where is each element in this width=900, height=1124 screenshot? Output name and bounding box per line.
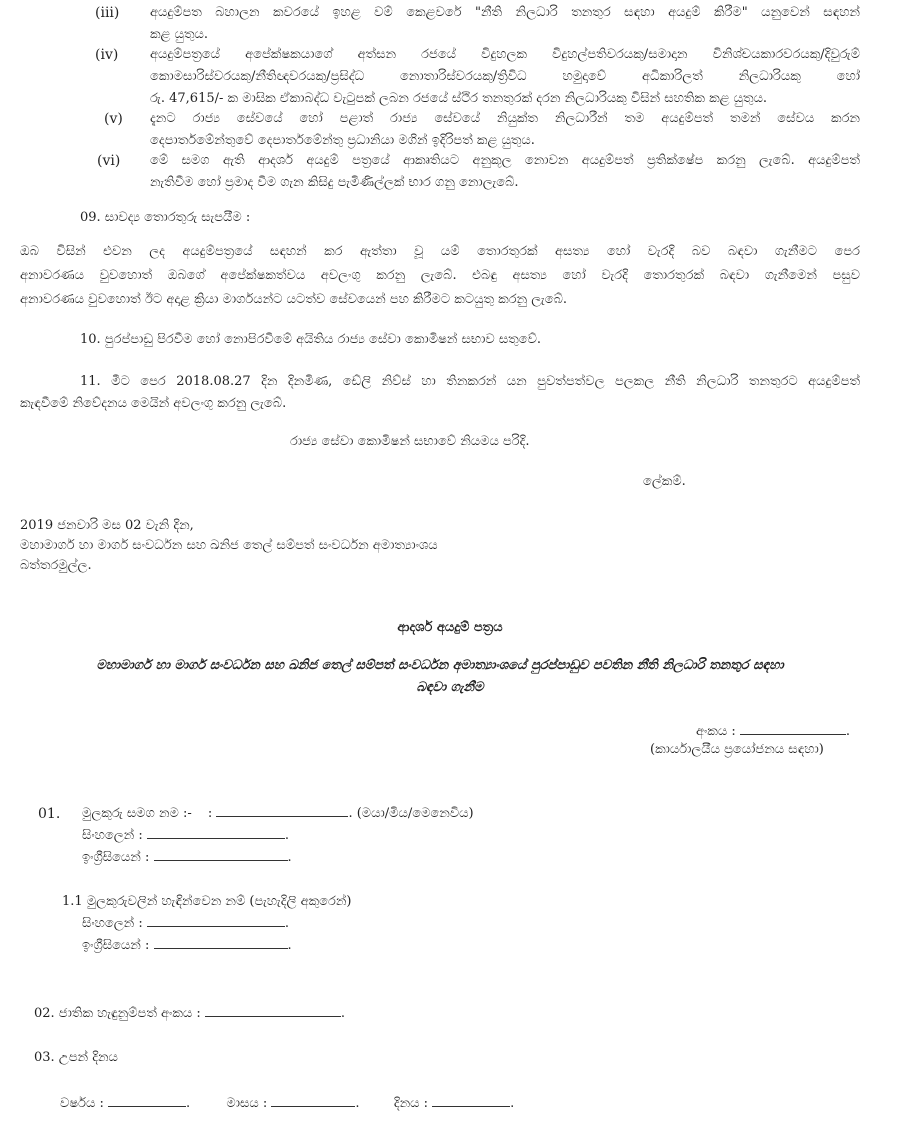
form-subtitle: බඳවා ගැනීම xyxy=(416,680,484,695)
name-with-initials-label: මුලකුරු සමග නම :- xyxy=(82,806,192,821)
year-field[interactable] xyxy=(108,1094,186,1107)
english-name-row: ඉංග්‍රීසියෙන් : . xyxy=(82,850,292,865)
month-label: මාසය : xyxy=(226,1096,268,1111)
section-09-paragraph: අනාවරණය වුවහොත් ඔබගේ අපේක්ෂකත්වය අවලංගු කරනු ලැබේ. එබඳු අසත්‍ය හෝ වැරදි තොරතුරක් බඳවා ගැනීමෙන් පසුව xyxy=(20,268,860,283)
sinhala-initials-row: සිංහලෙන් : . xyxy=(82,916,290,931)
english-initials-label: ඉංග්‍රීසියෙන් : xyxy=(82,938,150,953)
reference-number-label: අංකය : xyxy=(696,724,736,739)
condition-text: අයදුම්පත බහාලන කවරයේ ඉහළ වම් කෙළවරේ "නීති නිලධාරි තනතුර සඳහා අයදුම් කිරීම" යනුවෙන් සඳහන් xyxy=(150,5,860,20)
sinhala-initials-field[interactable] xyxy=(147,914,285,927)
condition-text: රු. 47,615/- ක මාසික ඒකාබද්ධ වැටුපක් ලබන රජයේ ස්ථිර තනතුරක් දරන නිලධාරියකු විසින් සහතික කළ යුතුය. xyxy=(150,91,768,106)
section-10: 10. පුරප්පාඩු පිරවීම හෝ නොපිරවීමේ අයිතිය රාජ්‍ය සේවා කොමිෂන් සභාව සතුවේ. xyxy=(80,332,542,347)
reference-number-field[interactable] xyxy=(740,722,846,735)
condition-text: මේ සමග ඇති ආදර්ශ අයදුම් පත්‍රයේ ආකෘතියට අනුකූල නොවන අයදුම්පත් ප්‍රතික්ෂේප කරනු ලැබේ. අයදුම්පත් xyxy=(150,153,860,168)
condition-text: දෙපාර්තමේන්තුවේ දෙපාර්තමේන්තු ප්‍රධානියා මගින් ඉදිරිපත් කළ යුතුය. xyxy=(150,133,535,148)
section-09-paragraph: ඔබ විසින් එවන ලද අයදුම්පත්‍රයේ සඳහන් කර ඇත්තා වූ යම් තොරතුරක් අසත්‍ය හෝ වැරදි බව බඳවා ගැනීමට පෙර xyxy=(20,244,860,259)
english-name-label: ඉංග්‍රීසියෙන් : xyxy=(82,850,150,865)
section-11-line: කැඳවීමේ නිවේදනය මෙයින් අවලංගු කරනු ලැබේ. xyxy=(20,396,287,411)
footer-place: බත්තරමුල්ල. xyxy=(20,558,92,573)
section-11-line: 11. මීට පෙර 2018.08.27 දින දිනමිණ, ඩේලි නිව්ස් හා තිනකරන් යන පුවත්පත්වල පලකල නීති නිලධාරි තනතුරට අයදුම්පත් xyxy=(80,374,860,389)
english-initials-field[interactable] xyxy=(154,936,288,949)
condition-text: කළ යුතුය. xyxy=(150,27,208,42)
official-use-note: (කාර්යාලයීය ප්‍රයෝජනය සඳහා) xyxy=(650,742,824,757)
condition-number: (v) xyxy=(104,111,123,127)
condition-text: කොමසාරිස්වරයකු/නීතිඥවරයකු/ප්‍රසිද්ධ නොතාරිස්වරයකු/ත්‍රිවිධ හමුදාවේ අධිකාරිලත් නිලධාරියකු හෝ xyxy=(150,69,860,84)
english-initials-row: ඉංග්‍රීසියෙන් : . xyxy=(82,938,292,953)
sinhala-name-field[interactable] xyxy=(147,826,285,839)
reference-number-row: අංකය : . xyxy=(696,724,851,739)
footer-ministry: මහාමාර්ග හා මාර්ග සංවර්ධන සහ ඛනිජ තෙල් සම්පත් සංවර්ධන අමාත්‍යාංශය xyxy=(20,538,438,553)
question-01-number: 01. xyxy=(38,806,61,822)
date-of-birth-row: වර්ෂය : . මාසය : . දිනය : . xyxy=(60,1096,515,1111)
year-label: වර්ෂය : xyxy=(60,1096,104,1111)
condition-text: අයදුම්පත්‍රයේ අපේක්ෂකයාගේ අත්සන රජයේ විදුහලක විදුහල්පතිවරයකු/සමාදාන විනිශ්චයකාරවරයකු/දිවුරුම් xyxy=(150,47,860,62)
month-field[interactable] xyxy=(271,1094,355,1107)
sinhala-initials-label: සිංහලෙන් : xyxy=(82,916,143,931)
section-09-heading: 09. සාවද්‍ය තොරතුරු සැපයීම : xyxy=(80,210,251,225)
sinhala-name-row: සිංහලෙන් : . xyxy=(82,828,290,843)
question-1-1-label: 1.1 මුලකුරුවලින් හැඳින්වෙන නම් (පැහැදිලි අකුරෙන්) xyxy=(62,894,352,909)
condition-number: (iv) xyxy=(95,47,119,63)
name-with-initials-field[interactable] xyxy=(216,804,348,817)
nic-label: 02. ජාතික හැඳුනුම්පත් අංකය : xyxy=(34,1006,201,1021)
condition-text: දැනට රාජ්‍ය සේවයේ හෝ පළාත් රාජ්‍ය සේවයේ නියුක්ත නිලධාරීන් තම අයදුම්පත් තමන් සේවය කරන xyxy=(150,111,860,126)
condition-number: (vi) xyxy=(97,153,121,169)
nic-field[interactable] xyxy=(205,1004,341,1017)
condition-number: (iii) xyxy=(95,5,120,21)
secretary-signature: ලේකම්. xyxy=(643,474,686,489)
english-name-field[interactable] xyxy=(154,848,288,861)
condition-text: නැතිවීම හෝ ප්‍රමාද වීම ගැන කිසිදු පැමිණිල්ලක් භාර ගනු නොලැබේ. xyxy=(150,175,519,190)
day-label: දිනය : xyxy=(393,1096,429,1111)
form-subtitle: මහාමාර්ග හා මාර්ග සංවර්ධන සහ ඛනිජ තෙල් සම්පත් සංවර්ධන අමාත්‍යාංශයේ පුරප්පාඩුව පවතින නීති නිලධාරි තනතුර සඳහා xyxy=(96,658,784,673)
commission-order: රාජ්‍ය සේවා කොමිෂන් සභාවේ නියමය පරිදි. xyxy=(290,434,530,449)
title-options: (මයා/මිය/මෙනෙවිය) xyxy=(356,806,474,821)
name-with-initials-row: මුලකුරු සමග නම :- : . (මයා/මිය/මෙනෙවිය) xyxy=(82,806,474,821)
section-09-paragraph: අනාවරණය වුවහොත් ඊට අදාළ ක්‍රියා මාර්ගයන්ට යටත්ව සේවයෙන් පහ කිරීමට කටයුතු කරනු ලැබේ. xyxy=(20,292,568,307)
day-field[interactable] xyxy=(432,1094,510,1107)
footer-date: 2019 ජනවාරි මස 02 වැනි දින, xyxy=(20,518,194,533)
date-of-birth-label: 03. උපන් දිනය xyxy=(34,1050,118,1065)
form-title: ආදර්ශ අයදුම් පත්‍රය xyxy=(397,620,503,635)
nic-row: 02. ජාතික හැඳුනුම්පත් අංකය : . xyxy=(34,1006,346,1021)
sinhala-name-label: සිංහලෙන් : xyxy=(82,828,143,843)
